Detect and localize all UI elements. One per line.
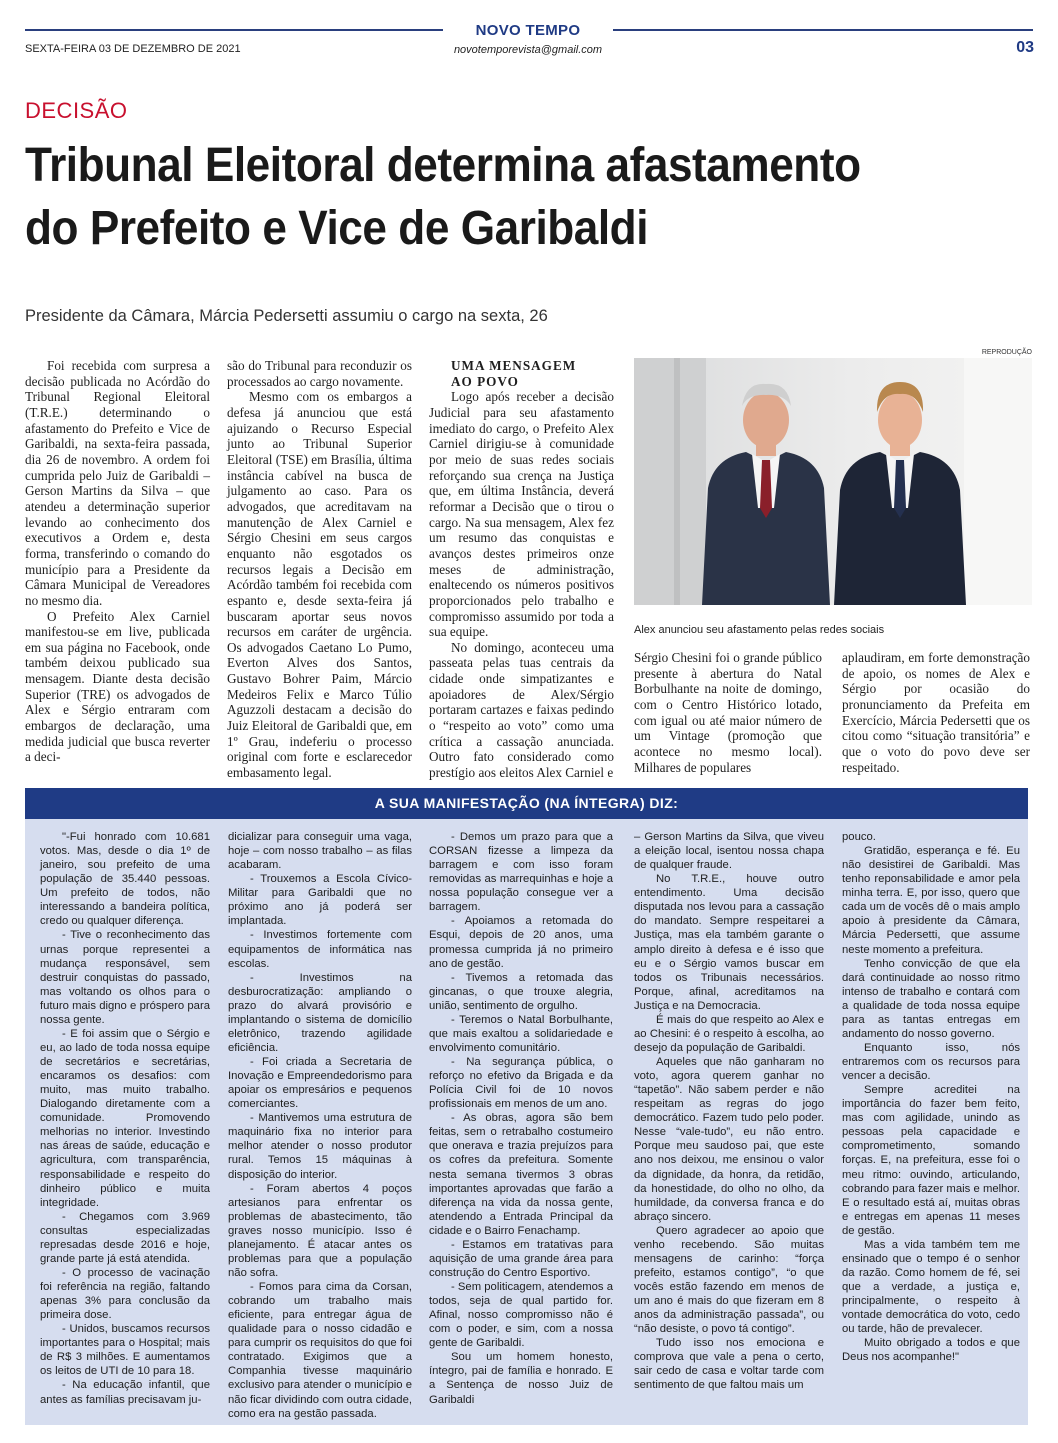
section-heading-line-2: AO POVO (451, 373, 519, 389)
article-column-1 (25, 358, 210, 765)
headline (25, 134, 954, 260)
manifesto-paragraph: "-Fui honrado com 10.681 votos. Mas, desde o dia 1º de janeiro, sou prefeito de uma população de 35.440 pessoas. Um prefeito de todos, não interessando a bandeira política, credo ou qualquer diferença. (40, 831, 210, 928)
manifesto-paragraph: É mais do que respeito ao Alex e ao Chesini: é o respeito à escolha, ao desejo da população de Garibaldi. (634, 1013, 824, 1054)
section-heading (429, 358, 614, 389)
article-paragraph: Sérgio Chesini foi o grande público presente à abertura do Natal Borbulhante na noite de domingo, com o Centro Histórico lotado, com igual ou até maior número de um Vintage (promoção que acontece no mesmo local). Milhares de populares (634, 650, 822, 775)
manifesto-paragraph: - O processo de vacinação foi referência na região, faltando apenas 3% para conclusão da primeira dose. (40, 1266, 210, 1322)
manifesto-column-3 (429, 830, 613, 1407)
manifesto-paragraph: Sempre acreditei na importância do fazer bem feito, mas com agilidade, unindo as pessoas pela capacidade e comprometimento, somando forças. E, na prefeitura, esse foi o meu ritmo: ouvindo, articulando, cobrando para fazer mais e melhor. E o resultado está aí, muitas obras e entregas em apenas 11 meses de gestão. (842, 1084, 1020, 1237)
manifesto-paragraph: - Demos um prazo para que a CORSAN fizesse a limpeza da barragem e com isso foram removidas as marrequinhas e hoje a nossa população consegue ver a barragem. (429, 831, 613, 914)
manifesto-paragraph: dicializar para conseguir uma vaga, hoje – com nosso trabalho – as filas acabaram. (228, 831, 412, 872)
masthead-logo: NOVO TEMPO (475, 22, 581, 39)
headline-line-2: do Prefeito e Vice de Garibaldi (25, 202, 648, 255)
manifesto-paragraph: - Investimos na desburocratização: ampliando o prazo do alvará provisório e implantando o sistema de domicílio eletrônico, trazendo agilidade eficiência. (228, 971, 412, 1054)
manifesto-title-bar: A SUA MANIFESTAÇÃO (NA ÍNTEGRA) DIZ: (25, 788, 1028, 819)
manifesto-column-1 (40, 830, 210, 1407)
manifesto-paragraph: – Gerson Martins da Silva, que viveu a eleição local, isentou nossa chapa de qualquer fraude. (634, 831, 824, 872)
section-kicker: DECISÃO (25, 98, 128, 123)
headline-line-1: Tribunal Eleitoral determina afastamento (25, 139, 861, 192)
manifesto-paragraph: - As obras, agora são bem feitas, sem o retrabalho costumeiro que onerava e trazia prejuízos para os cofres da prefeitura. Somente nesta semana tivermos 3 obras importantes aprovadas que farão a diferença na vida da nossa gente, atendendo a Entrada Principal da cidade e o Bairro Fenachamp. (429, 1112, 613, 1237)
manifesto-paragraph: Tenho convicção de que ela dará continuidade ao nosso ritmo intenso de trabalho e contará com a qualidade de toda nossa equipe para as tantas entregas em andamento do nosso governo. (842, 957, 1020, 1040)
article-photo (634, 358, 1032, 605)
article-paragraph: aplaudiram, em forte demonstração de apoio, os nomes de Alex e Sérgio por ocasião do pronunciamento da Prefeita em Exercício, Márcia Pedersetti que os citou como “situação transitória” e que o voto do povo deve ser respeitado. (842, 650, 1030, 775)
contact-email: novotemporevista@gmail.com (453, 44, 603, 56)
masthead-rule-left (25, 29, 443, 31)
section-heading-line-1: UMA MENSAGEM (451, 358, 577, 373)
article-paragraph: No domingo, aconteceu uma passeata pelas tuas centrais da cidade onde simpatizantes e apoiadores de Alex/Sérgio portaram cartazes e faixas pedindo o “respeito ao voto” como uma crítica a cassação anunciada. Outro fato considerado como prestígio aos eleitos Alex Carniel e (429, 639, 614, 781)
manifesto-paragraph: - Foi criada a Secretaria de Inovação e Empreendedorismo para apoiar os empresários e pequenos comerciantes. (228, 1056, 412, 1111)
manifesto-column-5 (842, 830, 1020, 1364)
manifesto-paragraph: - Estamos em tratativas para aquisição de uma grande área para construção do Centro Esportivo. (429, 1238, 613, 1279)
manifesto-paragraph: - Mantivemos uma estrutura de maquinário fixa no interior para melhor atender o nosso produtor rural. Temos 15 máquinas à disposição do interior. (228, 1112, 412, 1181)
article-paragraph: Mesmo com os embargos a defesa já anunciou que está ajuizando o Recurso Especial junto ao Tribunal Superior Eleitoral (TSE) em Brasília, última instância cabível na busca de julgamento ao caso. Para os advogados, que acreditavam na manutenção de Alex Carniel e Sérgio Chesini em seus cargos enquanto não esgotados os recursos legais a Decisão em Acórdão também foi recebida com espanto e, desde sexta-feira já buscaram aportar seus novos recursos em caráter de urgência. Os advogados Caetano Lo Pumo, Everton Alves dos Santos, Gustavo Bohrer Paim, Márcio Medeiros Felix e Marco Túlio Aguzzoli destacam a decisão do Juiz Eleitoral de Garibaldi que, em 1º Grau, indeferiu o processo original com forte e esclarecedor embasamento legal. (227, 389, 412, 781)
manifesto-paragraph: - Apoiamos a retomada do Esqui, depois de 20 anos, uma promessa cumprida já no primeiro ano de gestão. (429, 915, 613, 970)
manifesto-paragraph: - Tivemos a retomada das gincanas, o que trouxe alegria, união, sentimento de orgulho. (429, 971, 613, 1012)
article-column-3 (429, 358, 614, 781)
manifesto-paragraph: Sou um homem honesto, íntegro, pai de família e honrado. E a Sentença de nosso Juiz de Garibaldi (429, 1351, 613, 1406)
manifesto-column-4 (634, 830, 824, 1393)
manifesto-paragraph: Quero agradecer ao apoio que venho recebendo. São muitas mensagens de carinho: “força prefeito, estamos contigo”, “o que vocês estão fazendo em menos de um ano é mais do que fizeram em 8 anos da administração passada”, ou “não desiste, o povo tá contigo”. (634, 1224, 824, 1336)
manifesto-paragraph: Enquanto isso, nós entraremos com os recursos para vencer a decisão. (842, 1041, 1020, 1083)
page-number: 03 (1016, 39, 1034, 56)
manifesto-paragraph: Aqueles que não ganharam no voto, agora querem ganhar no “tapetão”. Não sabem perder e não respeitam as regras do jogo democrático. Fazem tudo pelo poder. Nesse “vale-tudo”, eu não entro. Porque meu saudoso pai, que este ano nos deixou, me ensinou o valor da dignidade, da honra, da retidão, da honestidade, do olho no olho, da humildade, da conversa franca e do abraço sincero. (634, 1056, 824, 1223)
manifesto-paragraph: - E foi assim que o Sérgio e eu, ao lado de toda nossa equipe de secretários e secretárias, encaramos os desafios: com muito, mas muito trabalho. Dialogando diretamente com a comunidade. Promovendo melhorias no interior. Investindo nas áreas de saúde, educação e agricultura, com transparência, responsabilidade e respeito do dinheiro público e muita integridade. (40, 1027, 210, 1209)
manifesto-paragraph: - Investimos fortemente com equipamentos de informática nas escolas. (228, 929, 412, 970)
article-paragraph: são do Tribunal para reconduzir os processados ao cargo novamente. (227, 358, 412, 389)
article-paragraph: O Prefeito Alex Carniel manifestou-se em live, publicada em sua página no Facebook, onde também deixou publicado sua mensagem. Diante desta decisão Superior (TRE) os advogados de Alex e Sérgio entraram com embargos de declaração, uma medida judicial que busca reverter a deci- (25, 608, 210, 765)
article-paragraph: Foi recebida com surpresa a decisão publicada no Acórdão do Tribunal Regional Eleitoral (T.R.E.) determinando o afastamento do Prefeito e Vice de Garibaldi, na sexta-feira passada, dia 26 de novembro. A ordem foi cumprida pelo Juiz de Garibaldi – Gerson Martins da Silva – que atendeu a determinação superior levando ao conhecimento dos executivos a Ordem e, desta forma, transferindo o comando do município para a Presidente da Câmara Municipal de Vereadores no mesmo dia. (25, 358, 210, 608)
manifesto-paragraph: - Fomos para cima da Corsan, cobrando um trabalho mais eficiente, para entregar água de qualidade para o nosso cidadão e para cumprir os requisitos do que foi contratado. Exigimos que a Companhia tivesse maquinário exclusivo para atender o município e não ficar dividindo com outra cidade, como era na gestão passada. (228, 1281, 412, 1420)
manifesto-paragraph: Mas a vida também tem me ensinado que o tempo é o senhor da razão. Como homem de fé, sei que a verdade, a justiça e, principalmente, o respeito à vontade democrática do voto, cedo ou tarde, hão de prevalecer. (842, 1238, 1020, 1336)
article-paragraph: Logo após receber a decisão Judicial para seu afastamento imediato do cargo, o Prefeito Alex Carniel dirigiu-se à comunidade por meio de suas redes sociais reforçando sua crença na Justiça que, em última Instância, deverá reformar a Decisão que o tirou o cargo. Na sua mensagem, Alex fez um resumo das conquistas e avanços destes primeiros onze meses de administração, enaltecendo os números positivos proporcionados pelo trabalho e compromisso assumido por toda a sua equipe. (429, 389, 614, 640)
manifesto-paragraph: - Na educação infantil, que antes as famílias precisavam ju- (40, 1379, 210, 1406)
manifesto-paragraph: - Trouxemos a Escola Cívico-Militar para Garibaldi que no próximo ano já poderá ser implantada. (228, 873, 412, 928)
photo-credit: REPRODUÇÃO (981, 349, 1032, 356)
manifesto-paragraph: - Teremos o Natal Borbulhante, que mais exaltou a solidariedade e envolvimento comunitário. (429, 1013, 613, 1054)
article-column-2 (227, 358, 412, 781)
photo-caption: Alex anunciou seu afastamento pelas redes sociais (634, 624, 885, 636)
article-column-5 (842, 650, 1030, 775)
manifesto-paragraph: - Na segurança pública, o reforço no efetivo da Brigada e da Polícia Civil foi de 10 novos profissionais em menos de um ano. (429, 1056, 613, 1111)
article-column-4 (634, 650, 822, 775)
manifesto-paragraph: - Tive o reconhecimento das urnas porque representei a mudança responsável, sem destruir conquistas do passado, mas voltando os olhos para o futuro mais digno e próspero para nossa gente. (40, 929, 210, 1026)
issue-date: SEXTA-FEIRA 03 DE DEZEMBRO DE 2021 (25, 43, 241, 55)
photo-illustration (634, 358, 1032, 605)
subheadline: Presidente da Câmara, Márcia Pedersetti assumiu o cargo na sexta, 26 (25, 307, 548, 325)
manifesto-paragraph: Muito obrigado a todos e que Deus nos acompanhe!" (842, 1337, 1020, 1364)
masthead-rule-right (613, 29, 1033, 31)
manifesto-paragraph: - Chegamos com 3.969 consultas especializadas represadas desde 2016 e hoje, grande parte já está atendida. (40, 1210, 210, 1265)
manifesto-paragraph: - Foram abertos 4 poços artesianos para enfrentar os problemas de abastecimento, tão graves nosso município. Isso é planejamento. É atacar antes os problemas para que a população não sofra. (228, 1182, 412, 1279)
manifesto-column-2 (228, 830, 412, 1421)
manifesto-paragraph: - Unidos, buscamos recursos importantes para o Hospital; mais de R$ 3 milhões. E aumentamos os leitos de UTI de 10 para 18. (40, 1323, 210, 1378)
manifesto-paragraph: - Sem politicagem, atendemos a todos, seja de qual partido for. Afinal, nosso compromisso não é com o poder, e sim, com a nossa gente de Garibaldi. (429, 1281, 614, 1350)
manifesto-paragraph: Gratidão, esperança e fé. Eu não desistirei de Garibaldi. Mas tenho reponsabilidade e amor pela minha terra. E, por isso, quero que cada um de vocês dê o mais amplo apoio à presidente da Câmara, Márcia Pedersetti, que assume neste momento a prefeitura. (842, 845, 1020, 956)
manifesto-paragraph: pouco. (842, 831, 876, 843)
manifesto-paragraph: No T.R.E., houve outro entendimento. Uma decisão disputada nos levou para a cassação do mandato. Sempre respeitarei a Justiça, mas ela também garante o amplo direito à defesa e é isso que eu e o Sérgio vamos buscar em todos os Tribunais necessários. Porque, afinal, acreditamos na Justiça e na Democracia. (634, 873, 824, 1012)
manifesto-paragraph: Tudo isso nos emociona e comprova que vale a pena o certo, sair cedo de casa e voltar tarde com sentimento de que faltou mais um (634, 1337, 824, 1392)
